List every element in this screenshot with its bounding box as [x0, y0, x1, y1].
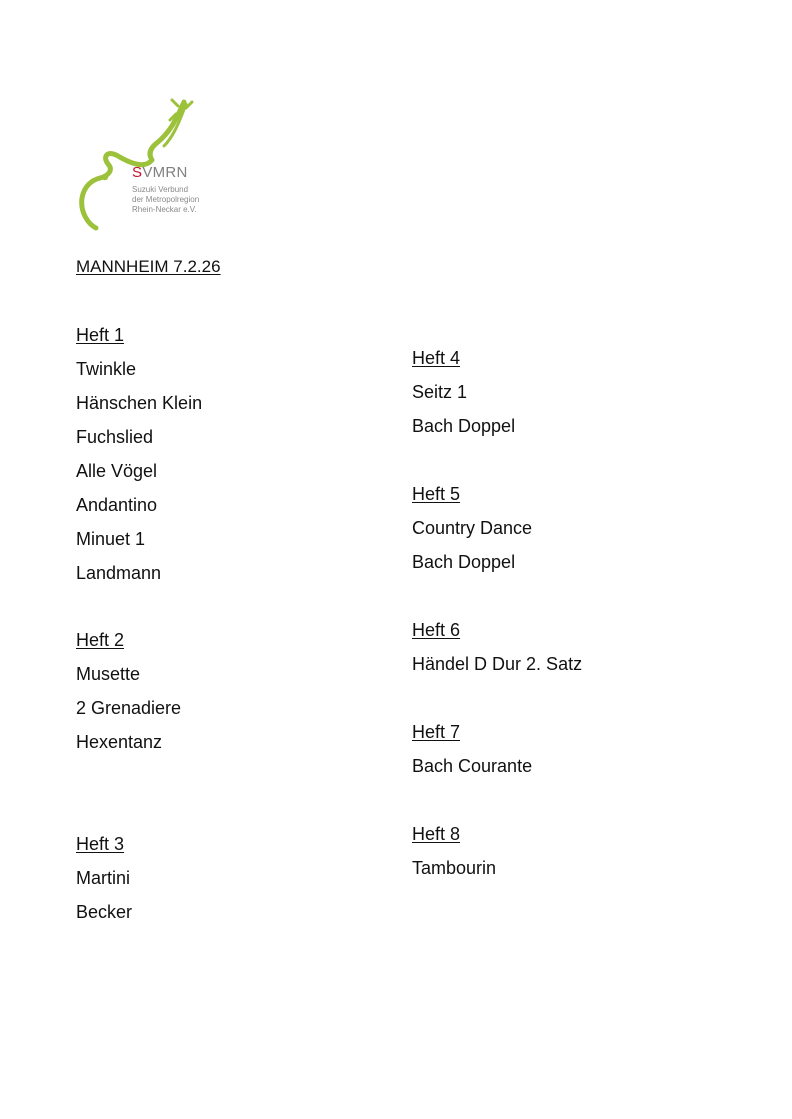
piece-item: Fuchslied — [76, 427, 154, 447]
piece-item: Seitz 1 — [412, 382, 468, 402]
section-heading: Heft 2 — [76, 630, 125, 650]
section-heading: Heft 6 — [412, 620, 461, 640]
section-heft-5 — [412, 477, 532, 579]
logo-subtitle-line: der Metropolregion — [132, 195, 200, 204]
piece-item: Hexentanz — [76, 732, 163, 752]
piece-item: Martini — [76, 868, 131, 888]
piece-item: Bach Doppel — [412, 416, 516, 436]
piece-item: Tambourin — [412, 858, 497, 878]
section-heft-7 — [412, 715, 532, 783]
piece-item: Musette — [76, 664, 141, 684]
document-title: MANNHEIM 7.2.26 — [76, 257, 221, 276]
piece-item: Twinkle — [76, 359, 137, 379]
section-heading: Heft 4 — [412, 348, 461, 368]
section-heft-6 — [412, 613, 582, 681]
piece-item: Bach Courante — [412, 756, 533, 776]
section-heading: Heft 8 — [412, 824, 461, 844]
svmrn-logo — [78, 98, 218, 232]
logo-brand-name: SVMRN — [132, 164, 188, 181]
section-heft-3 — [76, 827, 132, 929]
section-heading: Heft 1 — [76, 325, 125, 345]
section-heading: Heft 7 — [412, 722, 461, 742]
piece-item: Bach Doppel — [412, 552, 516, 572]
logo-subtitle-line: Suzuki Verbund — [132, 185, 189, 194]
piece-item: 2 Grenadiere — [76, 698, 182, 718]
piece-item: Andantino — [76, 495, 158, 515]
logo-subtitle-line: Rhein-Neckar e.V. — [132, 205, 197, 214]
piece-item: Country Dance — [412, 518, 533, 538]
piece-item: Händel D Dur 2. Satz — [412, 654, 583, 674]
section-heft-1 — [76, 318, 202, 590]
section-heft-2 — [76, 623, 181, 759]
piece-item: Becker — [76, 902, 133, 922]
piece-item: Alle Vögel — [76, 461, 158, 481]
section-heft-8 — [412, 817, 496, 885]
section-heading: Heft 5 — [412, 484, 461, 504]
section-heft-4 — [412, 341, 515, 443]
logo-subtitle — [132, 185, 199, 215]
piece-item: Hänschen Klein — [76, 393, 203, 413]
piece-item: Landmann — [76, 563, 162, 583]
piece-item: Minuet 1 — [76, 529, 146, 549]
section-heading: Heft 3 — [76, 834, 125, 854]
